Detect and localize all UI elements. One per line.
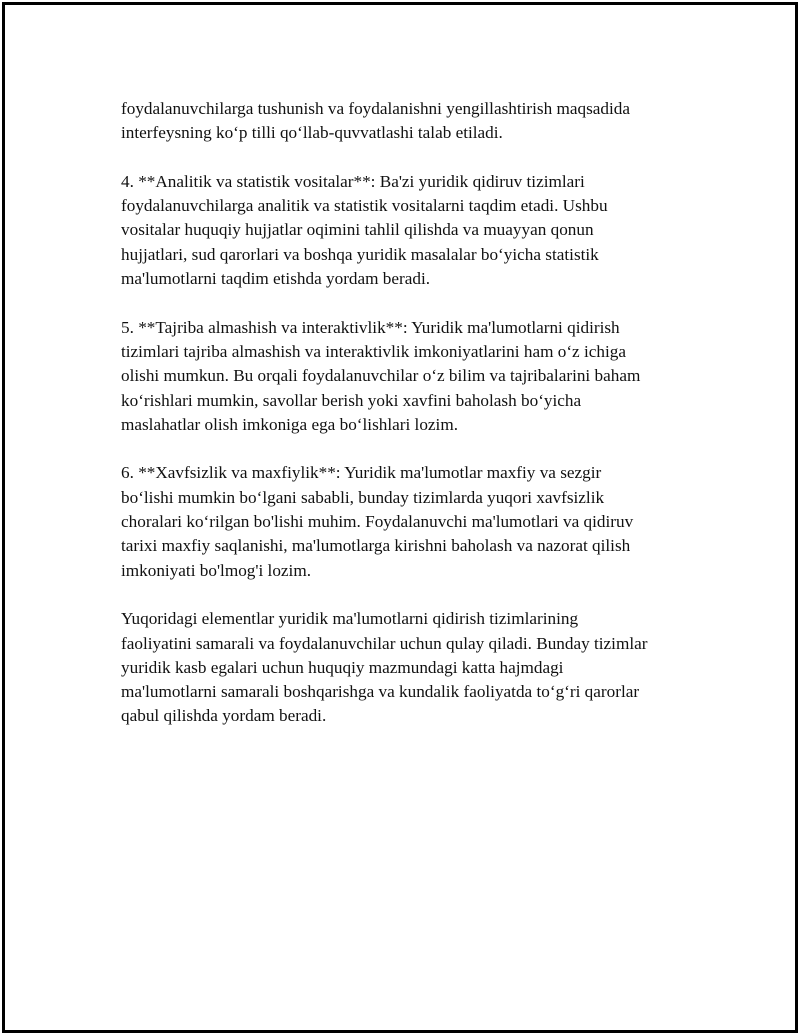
text-line: foydalanuvchilarga tushunish va foydalanishni yengillashtirish maqsadida xyxy=(121,99,630,118)
paragraph-item-4 xyxy=(121,170,701,291)
paragraph-conclusion xyxy=(121,607,701,728)
text-line: tarixi maxfiy saqlanishi, ma'lumotlarga kirishni baholash va nazorat qilish xyxy=(121,536,631,556)
paragraph-intro-continuation xyxy=(121,97,701,146)
text-line: bo‘lishi mumkin bo‘lgani sababli, bunday tizimlarda yuqori xavfsizlik xyxy=(121,487,605,507)
text-line: 5. **Tajriba almashish va interaktivlik**: Yuridik ma'lumotlarni qidirish xyxy=(121,317,620,337)
text-line: choralari ko‘rilgan bo'lishi muhim. Foydalanuvchi ma'lumotlari va qidiruv xyxy=(121,512,634,532)
text-line: ko‘rishlari mumkin, savollar berish yoki xavfini baholash bo‘yicha xyxy=(121,390,582,410)
text-line: vositalar huquqiy hujjatlar oqimini tahlil qilishda va muayyan qonun xyxy=(121,220,594,240)
text-line: olishi mumkun. Bu orqali foydalanuvchilar o‘z bilim va tajribalarini baham xyxy=(121,366,641,386)
text-line: ma'lumotlarni taqdim etishda yordam beradi. xyxy=(121,269,431,289)
text-line: foydalanuvchilarga analitik va statistik vositalarni taqdim etadi. Ushbu xyxy=(121,196,608,216)
text-line: maslahatlar olish imkoniga ega bo‘lishlari lozim. xyxy=(121,414,458,434)
text-line: hujjatlari, sud qarorlari va boshqa yuridik masalalar bo‘yicha statistik xyxy=(121,244,599,264)
text-line: Yuqoridagi elementlar yuridik ma'lumotlarni qidirish tizimlarining xyxy=(121,609,579,629)
text-line: yuridik kasb egalari uchun huquqiy mazmundagi katta hajmdagi xyxy=(121,657,564,677)
page-frame xyxy=(2,2,798,1033)
document-body xyxy=(121,97,701,753)
paragraph-item-5 xyxy=(121,316,701,437)
text-line: ma'lumotlarni samarali boshqarishga va kundalik faoliyatda to‘g‘ri qarorlar xyxy=(121,682,640,702)
text-line: qabul qilishda yordam beradi. xyxy=(121,706,327,726)
text-line: faoliyatini samarali va foydalanuvchilar uchun qulay qiladi. Bunday tizimlar xyxy=(121,633,648,653)
text-line: tizimlari tajriba almashish va interaktivlik imkoniyatlarini ham o‘z ichiga xyxy=(121,341,626,361)
text-line: 4. **Analitik va statistik vositalar**: Ba'zi yuridik qidiruv tizimlari xyxy=(121,171,585,191)
paragraph-item-6 xyxy=(121,461,701,582)
text-line: imkoniyati bo'lmog'i lozim. xyxy=(121,560,311,580)
text-line: 6. **Xavfsizlik va maxfiylik**: Yuridik ma'lumotlar maxfiy va sezgir xyxy=(121,463,602,483)
text-line: interfeysning ko‘p tilli qo‘llab-quvvatlashi talab etiladi. xyxy=(121,123,503,143)
